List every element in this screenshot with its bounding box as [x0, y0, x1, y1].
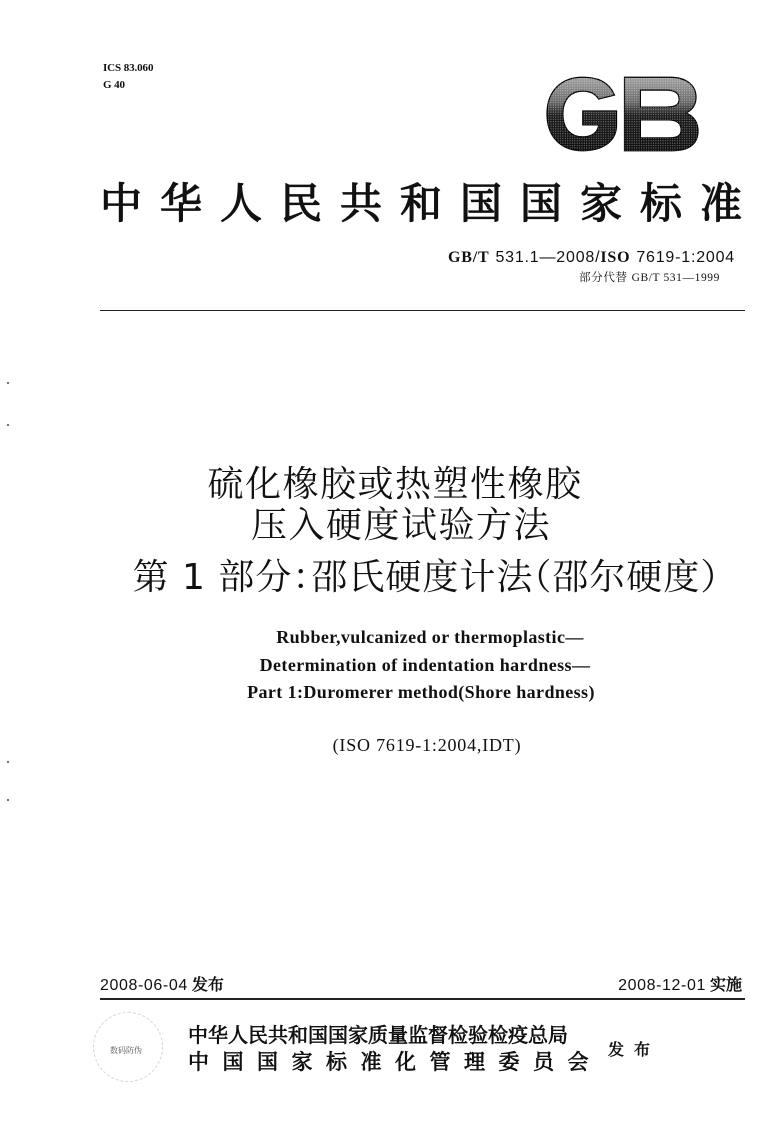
classification-block: [103, 60, 153, 94]
replaces-code: GB/T 531—1999: [631, 272, 720, 284]
margin-dot: [7, 382, 9, 384]
chinese-title-line: 硫化橡胶或热塑性橡胶: [207, 464, 583, 505]
code-prefix: GB/T: [448, 249, 490, 266]
iso-prefix: ISO: [600, 249, 631, 266]
logo-letters: [547, 77, 698, 151]
stamp-text: 数码防伪: [110, 1046, 142, 1055]
english-title-line: Part 1:Duromerer method(Shore hardness): [247, 682, 595, 702]
code-number: 531.1—2008/: [495, 249, 601, 266]
header-divider: [100, 310, 745, 311]
issue-date: [100, 975, 224, 996]
replaces-label: 部分代替: [579, 270, 628, 284]
implementation-date-value: 2008-12-01: [618, 977, 706, 994]
english-title-line: Determination of indentation hardness—: [259, 655, 591, 675]
implementation-date: [618, 975, 742, 996]
margin-dot: [7, 761, 9, 763]
ccs-code: G 40: [103, 79, 125, 91]
logo-halftone-b: [624, 77, 698, 151]
logo-halftone-g: [547, 77, 617, 151]
chinese-title-line: 第 1 部分：邵氏硬度计法（邵尔硬度）: [132, 557, 720, 598]
equivalence-note: (ISO 7619-1:2004,IDT): [332, 735, 522, 755]
chinese-title-line: 压入硬度试验方法: [250, 505, 551, 546]
ics-code: ICS 83.060: [103, 62, 154, 74]
issue-label: 发布: [608, 1040, 661, 1059]
iso-number: 7619-1:2004: [636, 249, 735, 266]
standard-code: [448, 249, 735, 267]
standard-type-title: 中华人民共和国国家标准: [100, 179, 761, 228]
issuer-name: 中国国家标准化管理委员会: [188, 1049, 602, 1074]
issuer-name: 中华人民共和国国家质量监督检验检疫总局: [188, 1023, 568, 1047]
margin-dot: [7, 424, 9, 426]
issue-date-value: 2008-06-04: [100, 977, 188, 994]
issue-date-label: 发布: [191, 975, 224, 994]
margin-dot: [7, 799, 9, 801]
footer-divider: [100, 998, 745, 1000]
implementation-date-label: 实施: [709, 975, 742, 994]
english-title-line: Rubber,vulcanized or thermoplastic—: [276, 627, 584, 647]
replaces-note: [579, 270, 720, 285]
gb-logo: [545, 75, 700, 153]
